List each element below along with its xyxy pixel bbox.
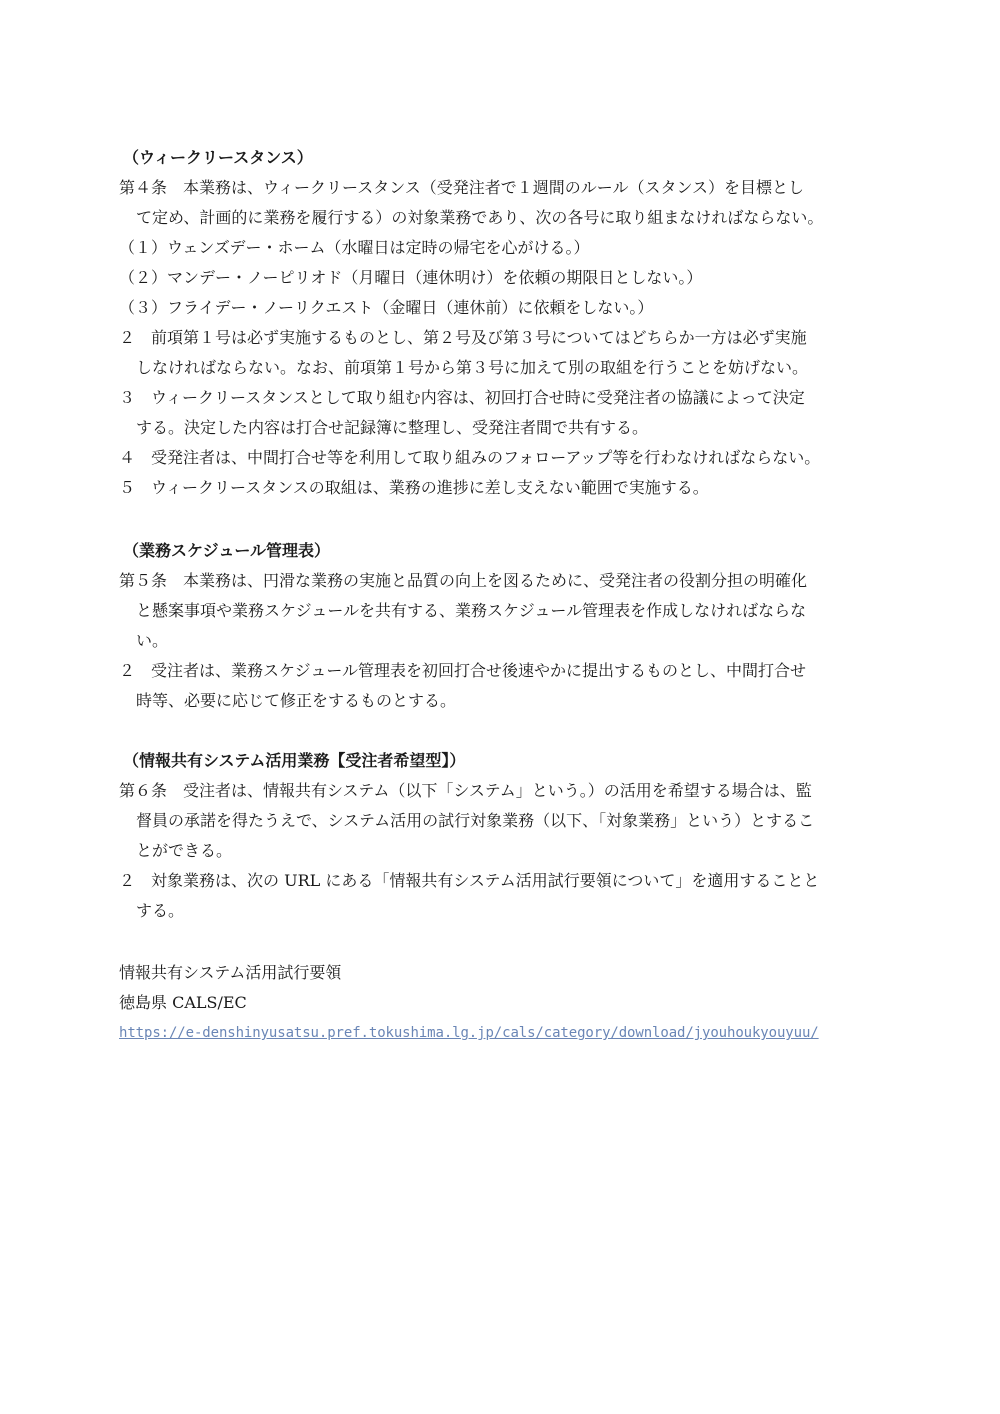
reference-block bbox=[119, 958, 884, 1048]
article-6-line-1: 第６条 受注者は、情報共有システム（以下「システム」という。）の活用を希望する場合は、監 bbox=[119, 781, 812, 800]
paragraph-2-line-1: ２ 対象業務は、次の URL にある「情報共有システム活用試行要領について」を適用することと bbox=[119, 871, 820, 890]
section-schedule-table bbox=[119, 536, 884, 716]
section-weekly-stance bbox=[119, 143, 884, 503]
article-5-line-1: 第５条 本業務は、円滑な業務の実施と品質の向上を図るために、受発注者の役割分担の明確化 bbox=[119, 571, 808, 590]
article-4-line-2: て定め、計画的に業務を履行する）の対象業務であり、次の各号に取り組まなければならない。 bbox=[136, 208, 824, 227]
reference-source: 徳島県 CALS/EC bbox=[119, 993, 247, 1012]
article-4-line-1: 第４条 本業務は、ウィークリースタンス（受発注者で１週間のルール（スタンス）を目標とし bbox=[119, 178, 804, 197]
paragraph-2-line-2: する。 bbox=[136, 901, 185, 920]
paragraph-5: ５ ウィークリースタンスの取組は、業務の進捗に差し支えない範囲で実施する。 bbox=[119, 478, 709, 497]
article-6-line-3: とができる。 bbox=[136, 841, 233, 860]
article-5-line-3: い。 bbox=[136, 631, 169, 650]
paragraph-2-line-2: しなければならない。なお、前項第１号から第３号に加えて別の取組を行うことを妨げない。 bbox=[136, 358, 809, 377]
section-heading: （ウィークリースタンス） bbox=[123, 148, 313, 167]
paragraph-2-line-1: ２ 前項第１号は必ず実施するものとし、第２号及び第３号についてはどちらか一方は必ず実施 bbox=[119, 328, 807, 347]
article-5-line-2: と懸案事項や業務スケジュールを共有する、業務スケジュール管理表を作成しなければならな bbox=[136, 601, 807, 620]
paragraph-3-line-1: ３ ウィークリースタンスとして取り組む内容は、初回打合せ時に受発注者の協議によって決定 bbox=[119, 388, 805, 407]
list-item-monday-no-period: （２）マンデー・ノーピリオド（月曜日（連休明け）を依頼の期限日としない。） bbox=[119, 268, 703, 287]
paragraph-2-line-2: 時等、必要に応じて修正をするものとする。 bbox=[136, 691, 457, 710]
paragraph-2-line-1: ２ 受注者は、業務スケジュール管理表を初回打合せ後速やかに提出するものとし、中間打合せ bbox=[119, 661, 807, 680]
list-item-friday-no-request: （３）フライデー・ノーリクエスト（金曜日（連休前）に依頼をしない。） bbox=[119, 298, 654, 317]
section-info-sharing-system bbox=[119, 746, 884, 926]
section-heading: （情報共有システム活用業務【受注者希望型】） bbox=[123, 751, 466, 770]
article-6-line-2: 督員の承諾を得たうえで、システム活用の試行対象業務（以下、「対象業務」という）とするこ bbox=[136, 811, 815, 830]
section-heading: （業務スケジュール管理表） bbox=[123, 541, 331, 560]
paragraph-3-line-2: する。決定した内容は打合せ記録簿に整理し、受発注者間で共有する。 bbox=[136, 418, 649, 437]
reference-url-link[interactable]: https://e-denshinyusatsu.pref.tokushima.lg.jp/cals/category/download/jyouhoukyouyuu/ bbox=[119, 1025, 819, 1041]
list-item-wednesday-home: （１）ウェンズデー・ホーム（水曜日は定時の帰宅を心がける。） bbox=[119, 238, 590, 257]
paragraph-4: ４ 受発注者は、中間打合せ等を利用して取り組みのフォローアップ等を行わなければならない。 bbox=[119, 448, 821, 467]
reference-title: 情報共有システム活用試行要領 bbox=[119, 963, 342, 982]
